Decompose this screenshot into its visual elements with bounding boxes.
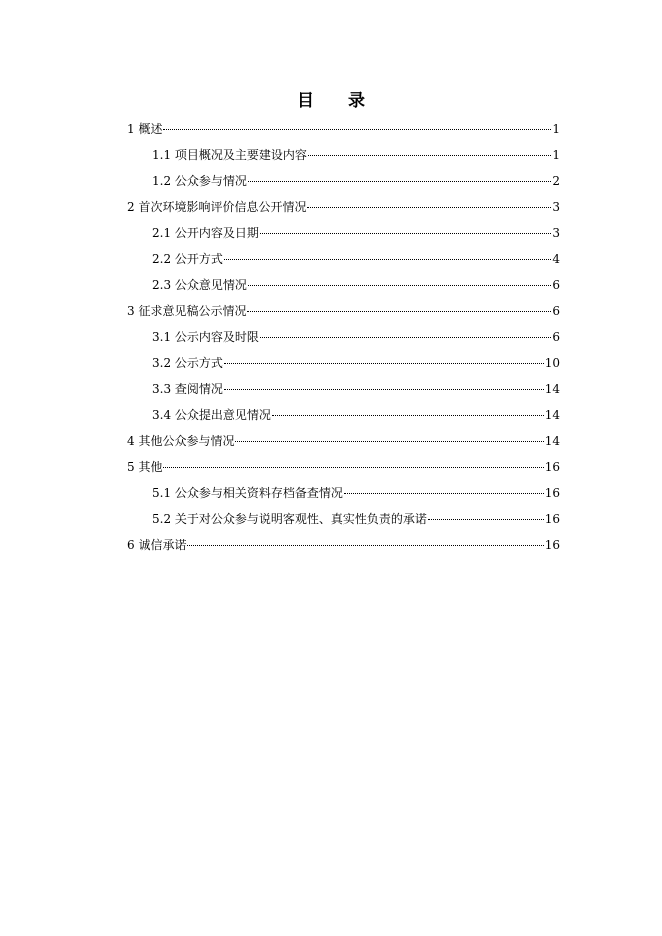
toc-entry-label: 6 诚信承诺 [127, 538, 187, 552]
toc-entry[interactable] [127, 480, 560, 506]
toc-entry[interactable] [127, 168, 560, 194]
toc-entry-label: 2 首次环境影响评价信息公开情况 [127, 200, 307, 214]
toc-dot-leader [260, 233, 551, 234]
toc-entry-label: 1.1 项目概况及主要建设内容 [152, 148, 307, 162]
toc-entry-page-number: 6 [552, 278, 560, 292]
toc-entry-page-number: 16 [544, 486, 560, 500]
toc-entry-label: 5 其他 [127, 460, 163, 474]
toc-entry[interactable] [127, 376, 560, 402]
toc-entry-page-number: 2 [552, 174, 560, 188]
toc-dot-leader [224, 389, 544, 390]
toc-entry-page-number: 16 [544, 460, 560, 474]
toc-entry-label: 2.3 公众意见情况 [152, 278, 247, 292]
toc-entry-page-number: 6 [552, 304, 560, 318]
toc-dot-leader [344, 493, 544, 494]
page-title: 目 录 [297, 91, 379, 111]
toc-entry[interactable] [127, 194, 560, 220]
toc-entry-label: 3.3 查阅情况 [152, 382, 223, 396]
toc-entry[interactable] [127, 324, 560, 350]
toc-entry-label: 3.1 公示内容及时限 [152, 330, 259, 344]
toc-entry-page-number: 16 [544, 538, 560, 552]
toc-entry[interactable] [127, 116, 560, 142]
toc-dot-leader [247, 311, 551, 312]
toc-dot-leader [307, 207, 551, 208]
toc-dot-leader [224, 259, 551, 260]
toc-dot-leader [187, 545, 543, 546]
toc-entry-page-number: 4 [552, 252, 560, 266]
toc-dot-leader [272, 415, 544, 416]
toc-entry[interactable] [127, 532, 560, 558]
toc-entry[interactable] [127, 402, 560, 428]
toc-entry-label: 3.4 公众提出意见情况 [152, 408, 271, 422]
toc-entry-page-number: 3 [552, 226, 560, 240]
toc-dot-leader [248, 181, 551, 182]
toc-entry-page-number: 6 [552, 330, 560, 344]
toc-entry[interactable] [127, 350, 560, 376]
toc-entry[interactable] [127, 428, 560, 454]
toc-dot-leader [308, 155, 551, 156]
toc-entry-page-number: 14 [544, 382, 560, 396]
toc-dot-leader [163, 129, 551, 130]
toc-entry[interactable] [127, 220, 560, 246]
toc-entry[interactable] [127, 506, 560, 532]
table-of-contents [127, 116, 560, 558]
toc-entry-label: 1 概述 [127, 122, 163, 136]
toc-entry-label: 5.2 关于对公众参与说明客观性、真实性负责的承诺 [152, 512, 427, 526]
toc-entry-page-number: 10 [544, 356, 560, 370]
toc-entry-page-number: 16 [544, 512, 560, 526]
toc-entry-page-number: 14 [544, 434, 560, 448]
toc-entry-page-number: 1 [552, 148, 560, 162]
toc-dot-leader [260, 337, 551, 338]
toc-entry-page-number: 14 [544, 408, 560, 422]
toc-entry[interactable] [127, 298, 560, 324]
toc-entry[interactable] [127, 142, 560, 168]
toc-dot-leader [428, 519, 544, 520]
toc-entry-label: 4 其他公众参与情况 [127, 434, 235, 448]
toc-dot-leader [224, 363, 544, 364]
toc-entry[interactable] [127, 246, 560, 272]
toc-entry-page-number: 1 [552, 122, 560, 136]
toc-dot-leader [235, 441, 543, 442]
toc-entry-label: 1.2 公众参与情况 [152, 174, 247, 188]
toc-entry-label: 2.2 公开方式 [152, 252, 223, 266]
toc-entry-label: 3.2 公示方式 [152, 356, 223, 370]
toc-entry-label: 5.1 公众参与相关资料存档备查情况 [152, 486, 343, 500]
toc-dot-leader [248, 285, 551, 286]
toc-entry-label: 3 征求意见稿公示情况 [127, 304, 247, 318]
toc-entry[interactable] [127, 272, 560, 298]
toc-dot-leader [163, 467, 543, 468]
toc-entry-label: 2.1 公开内容及日期 [152, 226, 259, 240]
toc-entry[interactable] [127, 454, 560, 480]
toc-entry-page-number: 3 [552, 200, 560, 214]
